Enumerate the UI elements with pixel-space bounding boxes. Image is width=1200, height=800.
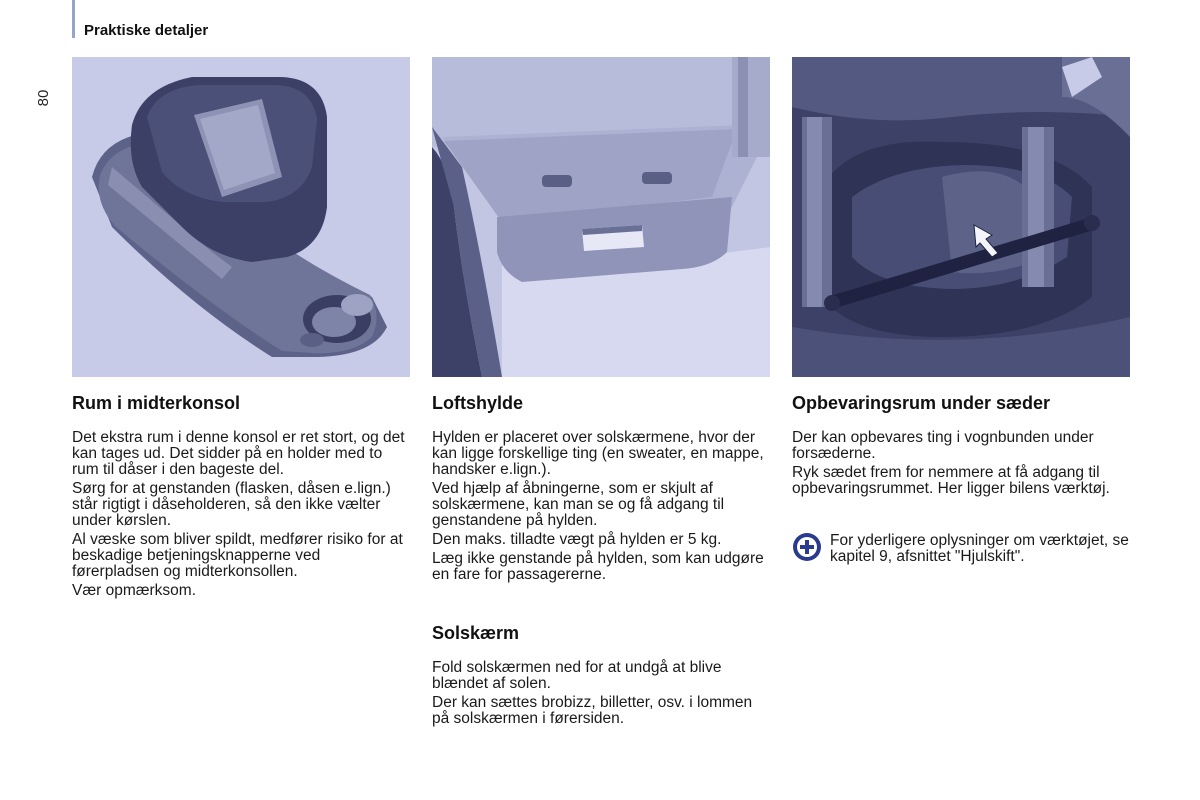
paragraph: Den maks. tilladte vægt på hylden er 5 kg. xyxy=(432,531,722,548)
roof-shelf-figure xyxy=(432,57,770,377)
paragraph: Ved hjælp af åbningerne, som er skjult af solskærmene, kan man se og få adgang til genstandene på hylden. xyxy=(432,480,725,529)
paragraph: Læg ikke genstande på hylden, som kan udgøre en fare for passagererne. xyxy=(432,550,764,583)
section-body-center-console xyxy=(72,430,410,599)
paragraph: Hylden er placeret over solskærmene, hvor der kan ligge forskellige ting (en sweater, en mappe, handsker e.lign.). xyxy=(432,429,764,478)
under-seat-storage-illustration xyxy=(792,57,1130,377)
section-body-sun-visor xyxy=(432,660,770,727)
column-center-console xyxy=(72,57,410,602)
column-roof-shelf xyxy=(432,57,770,730)
center-console-figure xyxy=(72,57,410,377)
paragraph: Sørg for at genstanden (flasken, dåsen e.lign.) står rigtigt i dåseholderen, så den ikke vælter under kørslen. xyxy=(72,480,391,529)
info-note-text: For yderligere oplysninger om værktøjet, se kapitel 9, afsnittet "Hjulskift". xyxy=(830,532,1129,565)
page-title: Praktiske detaljer xyxy=(84,22,209,39)
column-under-seat-storage xyxy=(792,57,1130,567)
paragraph: Det ekstra rum i denne konsol er ret stort, og det kan tages ud. Det sidder på en holder med to rum til dåser i den bageste del. xyxy=(72,429,405,478)
paragraph: Der kan sættes brobizz, billetter, osv. i lommen på solskærmen i førersiden. xyxy=(432,694,753,727)
section-heading-roof-shelf: Loftshylde xyxy=(432,393,524,413)
paragraph: Vær opmærksom. xyxy=(72,582,197,599)
paragraph: Ryk sædet frem for nemmere at få adgang til opbevaringsrummet. Her ligger bilens værktøj. xyxy=(792,464,1110,497)
page-number: 80 xyxy=(35,89,52,107)
section-body-under-seat-storage xyxy=(792,430,1130,497)
under-seat-storage-figure xyxy=(792,57,1130,377)
center-console-storage-illustration xyxy=(72,57,410,377)
info-note xyxy=(792,533,1130,567)
section-body-roof-shelf xyxy=(432,430,770,583)
plus-circle-icon xyxy=(792,532,822,562)
paragraph: Der kan opbevares ting i vognbunden under forsæderne. xyxy=(792,429,1094,462)
paragraph: Fold solskærmen ned for at undgå at blive blændet af solen. xyxy=(432,659,722,692)
section-heading-center-console: Rum i midterkonsol xyxy=(72,393,241,413)
roof-shelf-illustration xyxy=(432,57,770,377)
section-heading-under-seat-storage: Opbevaringsrum under sæder xyxy=(792,393,1051,413)
section-heading-sun-visor: Solskærm xyxy=(432,623,520,643)
sidebar-accent-bar xyxy=(72,0,75,38)
paragraph: Al væske som bliver spildt, medfører risiko for at beskadige betjeningsknapperne ved førerpladsen og midterkonsollen. xyxy=(72,531,403,580)
